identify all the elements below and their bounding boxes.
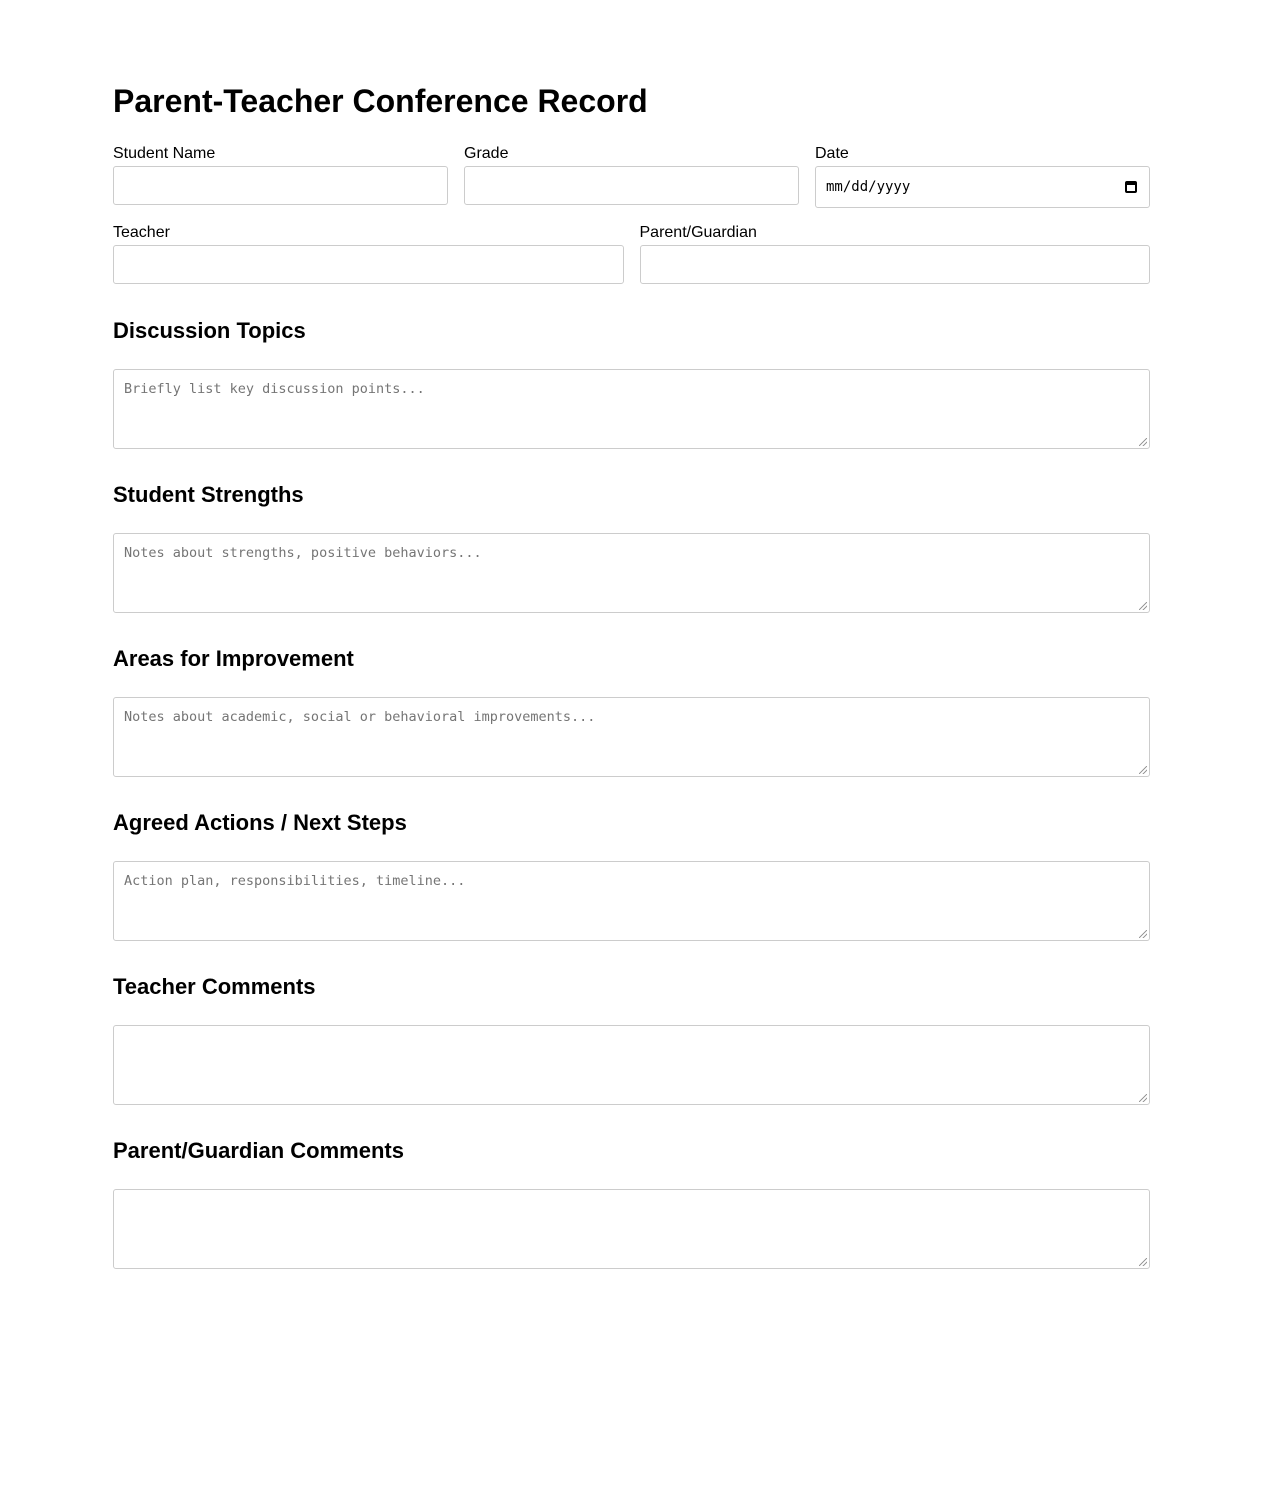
student-name-input[interactable] bbox=[113, 166, 448, 205]
resize-handle-icon[interactable] bbox=[1139, 1258, 1147, 1266]
grade-label: Grade bbox=[464, 145, 509, 162]
teacher-comments-textarea[interactable] bbox=[113, 1025, 1150, 1105]
section-agreed-actions bbox=[113, 810, 1150, 941]
section-heading: Areas for Improvement bbox=[113, 646, 354, 671]
areas-for-improvement-textarea[interactable] bbox=[113, 697, 1150, 777]
parent-field bbox=[640, 224, 1151, 284]
page-title: Parent-Teacher Conference Record bbox=[113, 83, 648, 119]
section-student-strengths bbox=[113, 482, 1150, 613]
date-label: Date bbox=[815, 145, 849, 162]
grade-input[interactable] bbox=[464, 166, 799, 205]
section-heading: Teacher Comments bbox=[113, 974, 316, 999]
teacher-field bbox=[113, 224, 624, 284]
section-heading: Parent/Guardian Comments bbox=[113, 1138, 404, 1163]
section-parent-comments bbox=[113, 1138, 1150, 1269]
textarea-placeholder: Action plan, responsibilities, timeline... bbox=[124, 873, 466, 889]
resize-handle-icon[interactable] bbox=[1139, 1094, 1147, 1102]
date-input[interactable] bbox=[815, 166, 1150, 208]
calendar-icon[interactable] bbox=[1125, 181, 1137, 193]
agreed-actions-textarea[interactable] bbox=[113, 861, 1150, 941]
textarea-placeholder: Briefly list key discussion points... bbox=[124, 381, 425, 397]
textarea-placeholder: Notes about strengths, positive behaviors... bbox=[124, 545, 482, 561]
parent-input[interactable] bbox=[640, 245, 1151, 284]
parent-comments-textarea[interactable] bbox=[113, 1189, 1150, 1269]
section-teacher-comments bbox=[113, 974, 1150, 1105]
student-name-field bbox=[113, 145, 448, 208]
discussion-topics-textarea[interactable] bbox=[113, 369, 1150, 449]
parent-label: Parent/Guardian bbox=[639, 224, 757, 241]
resize-handle-icon[interactable] bbox=[1139, 766, 1147, 774]
teacher-input[interactable] bbox=[113, 245, 624, 284]
section-discussion-topics bbox=[113, 318, 1150, 449]
section-heading: Agreed Actions / Next Steps bbox=[113, 810, 407, 835]
resize-handle-icon[interactable] bbox=[1139, 930, 1147, 938]
student-name-label: Student Name bbox=[113, 145, 216, 162]
section-heading: Student Strengths bbox=[113, 482, 304, 507]
teacher-label: Teacher bbox=[113, 224, 170, 241]
resize-handle-icon[interactable] bbox=[1139, 438, 1147, 446]
date-placeholder: mm/dd/yyyy bbox=[826, 179, 911, 195]
student-strengths-textarea[interactable] bbox=[113, 533, 1150, 613]
section-heading: Discussion Topics bbox=[113, 318, 306, 343]
resize-handle-icon[interactable] bbox=[1139, 602, 1147, 610]
grade-field bbox=[464, 145, 799, 208]
date-field bbox=[815, 145, 1150, 208]
textarea-placeholder: Notes about academic, social or behavioral improvements... bbox=[124, 709, 596, 725]
section-areas-for-improvement bbox=[113, 646, 1150, 777]
